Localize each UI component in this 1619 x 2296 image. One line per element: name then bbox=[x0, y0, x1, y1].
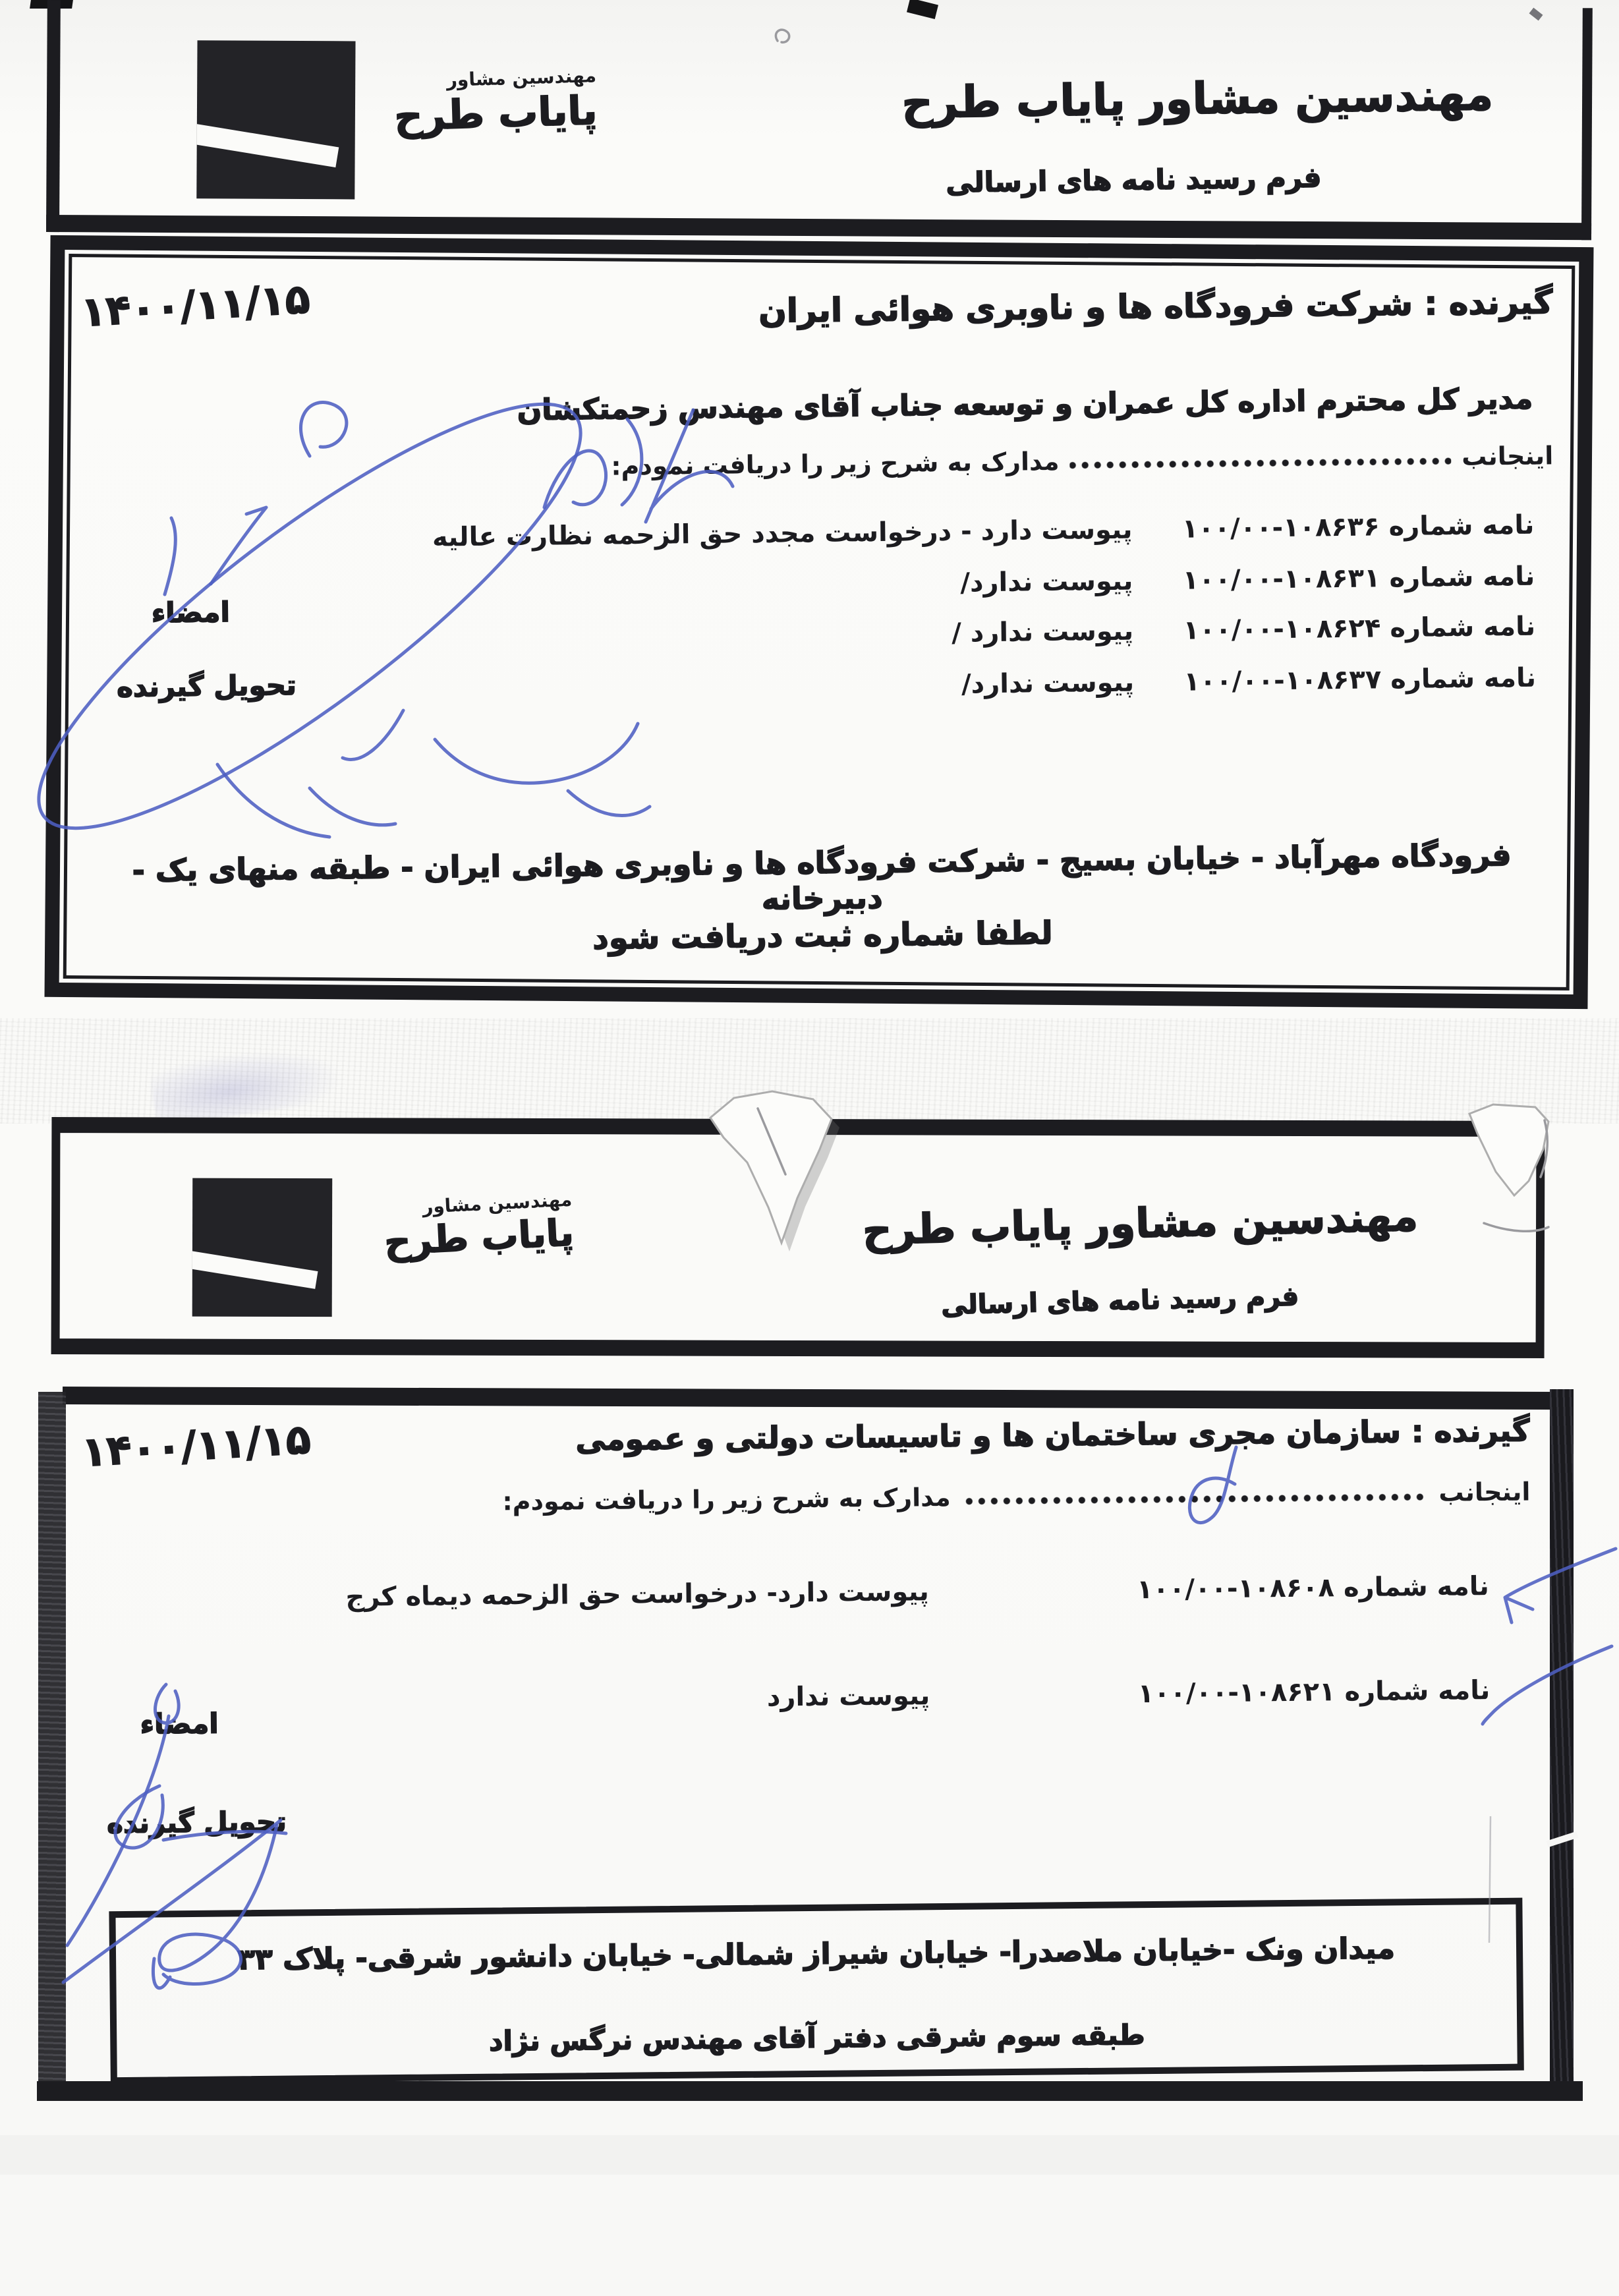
letter-row bbox=[61, 509, 1576, 566]
address-line-2: طبقه سوم شرقی دفتر آقای مهندس نرگس نژاد bbox=[488, 2019, 1145, 2057]
scan-faint-band bbox=[0, 2135, 1619, 2175]
logo-caption-small: مهندسین مشاور bbox=[422, 1188, 573, 1218]
declaration-prefix: اینجانب bbox=[1461, 441, 1554, 471]
scan-notch bbox=[1547, 1831, 1579, 1847]
letter-row bbox=[62, 611, 1577, 668]
letter-attachment: پیوست دارد- درخواست حق الزحمه دیماه کرج bbox=[345, 1576, 930, 1613]
date-stamp: ۱۴۰۰/۱۱/۱۵ bbox=[79, 274, 312, 337]
receiver-label: تحویل گیرنده bbox=[116, 669, 297, 704]
logo-caption bbox=[328, 1188, 575, 1266]
letter-row bbox=[65, 1570, 1548, 1624]
address-line-1: میدان ونک -خیابان ملاصدرا- خیابان شیراز شمالی- خیابان دانشور شرقی- پلاک ۳۳ bbox=[237, 1932, 1396, 1977]
recipient-line: گیرنده : شرکت فرودگاه ها و ناوبری هوائی ایران bbox=[758, 283, 1553, 331]
form2-left-border bbox=[38, 1392, 66, 2101]
letterhead-form2 bbox=[51, 1117, 1545, 1358]
receipt-body-form1 bbox=[44, 235, 1593, 1009]
letter-attachment: پیوست ندارد / bbox=[951, 616, 1134, 648]
declaration-line bbox=[502, 1477, 1530, 1516]
declaration-suffix: مدارک به شرح زیر را دریافت نمودم: bbox=[611, 446, 1060, 481]
letter-number: نامه شماره۱۰۸۶۳۶-۱۰۰/۰۰ bbox=[1181, 509, 1535, 544]
signature-label: امضاء bbox=[151, 596, 231, 629]
form2-content bbox=[63, 1399, 1553, 2088]
scan-smudge bbox=[148, 1038, 346, 1126]
form-subtitle: فرم رسید نامه های ارسالی bbox=[940, 1281, 1299, 1321]
logo-stripe-icon bbox=[192, 1250, 318, 1289]
company-title: مهندسین مشاور پایاب طرح bbox=[901, 69, 1494, 129]
scan-noise-band bbox=[0, 1018, 1619, 1124]
form-subtitle: فرم رسید نامه های ارسالی bbox=[946, 161, 1322, 199]
letter-number: نامه شماره۱۰۸۶۳۱-۱۰۰/۰۰ bbox=[1182, 561, 1535, 596]
dotted-fill-line bbox=[961, 1493, 1429, 1506]
delivery-address-line: فرودگاه مهرآباد - خیابان بسیج - شرکت فرودگاه ها و ناوبری هوائی ایران - طبقه منهای یک - دبیرخانه bbox=[132, 837, 1512, 917]
signature-label: امضاء bbox=[140, 1707, 219, 1740]
address-box bbox=[109, 1898, 1523, 2084]
logo-stripe-icon bbox=[196, 123, 339, 167]
letter-attachment: پیوست ندارد/ bbox=[960, 565, 1133, 598]
letter-attachment: پیوست ندارد/ bbox=[961, 667, 1135, 700]
recipient-line: گیرنده : سازمان مجری ساختمان ها و تاسیسات دولتی و عمومی bbox=[575, 1412, 1530, 1458]
logo-caption-large: پایاب طرح bbox=[383, 1211, 575, 1264]
declaration-prefix: اینجانب bbox=[1438, 1477, 1531, 1507]
company-title: مهندسین مشاور پایاب طرح bbox=[861, 1191, 1419, 1254]
letter-number: نامه شماره۱۰۸۶۳۷-۱۰۰/۰۰ bbox=[1183, 662, 1537, 697]
letter-row bbox=[61, 561, 1576, 617]
letter-attachment: پیوست ندارد bbox=[766, 1680, 930, 1713]
letter-attachment: پیوست دارد - درخواست مجدد حق الزحمه نظارت عالیه bbox=[432, 514, 1133, 553]
declaration-suffix: مدارک به شرح زیر را دریافت نمودم: bbox=[502, 1482, 951, 1516]
company-logo bbox=[192, 1178, 333, 1317]
logo-caption bbox=[359, 65, 598, 141]
date-stamp: ۱۴۰۰/۱۱/۱۵ bbox=[80, 1414, 312, 1476]
declaration-line bbox=[611, 441, 1553, 480]
letter-number: نامه شماره۱۰۸۶۰۸-۱۰۰/۰۰ bbox=[1136, 1571, 1489, 1605]
form1-content bbox=[58, 247, 1580, 997]
receiver-label: تحویل گیرنده bbox=[106, 1805, 287, 1840]
letter-number: نامه شماره۱۰۸۶۲۱-۱۰۰/۰۰ bbox=[1137, 1675, 1491, 1709]
form2-right-border bbox=[1550, 1389, 1574, 2101]
logo-caption-small: مهندسین مشاور bbox=[446, 65, 597, 91]
company-logo bbox=[196, 40, 355, 199]
addressee-line: مدیر کل محترم اداره کل عمران و توسعه جناب آقای مهندس زحمتکشان bbox=[517, 382, 1533, 428]
dotted-fill-line bbox=[1069, 457, 1451, 470]
logo-caption-large: پایاب طرح bbox=[393, 88, 598, 140]
letterhead-form1 bbox=[46, 0, 1593, 240]
letter-number: نامه شماره۱۰۸۶۲۴-۱۰۰/۰۰ bbox=[1183, 611, 1536, 646]
registration-note: لطفا شماره ثبت دریافت شود bbox=[592, 915, 1053, 957]
letter-row bbox=[65, 1675, 1549, 1729]
